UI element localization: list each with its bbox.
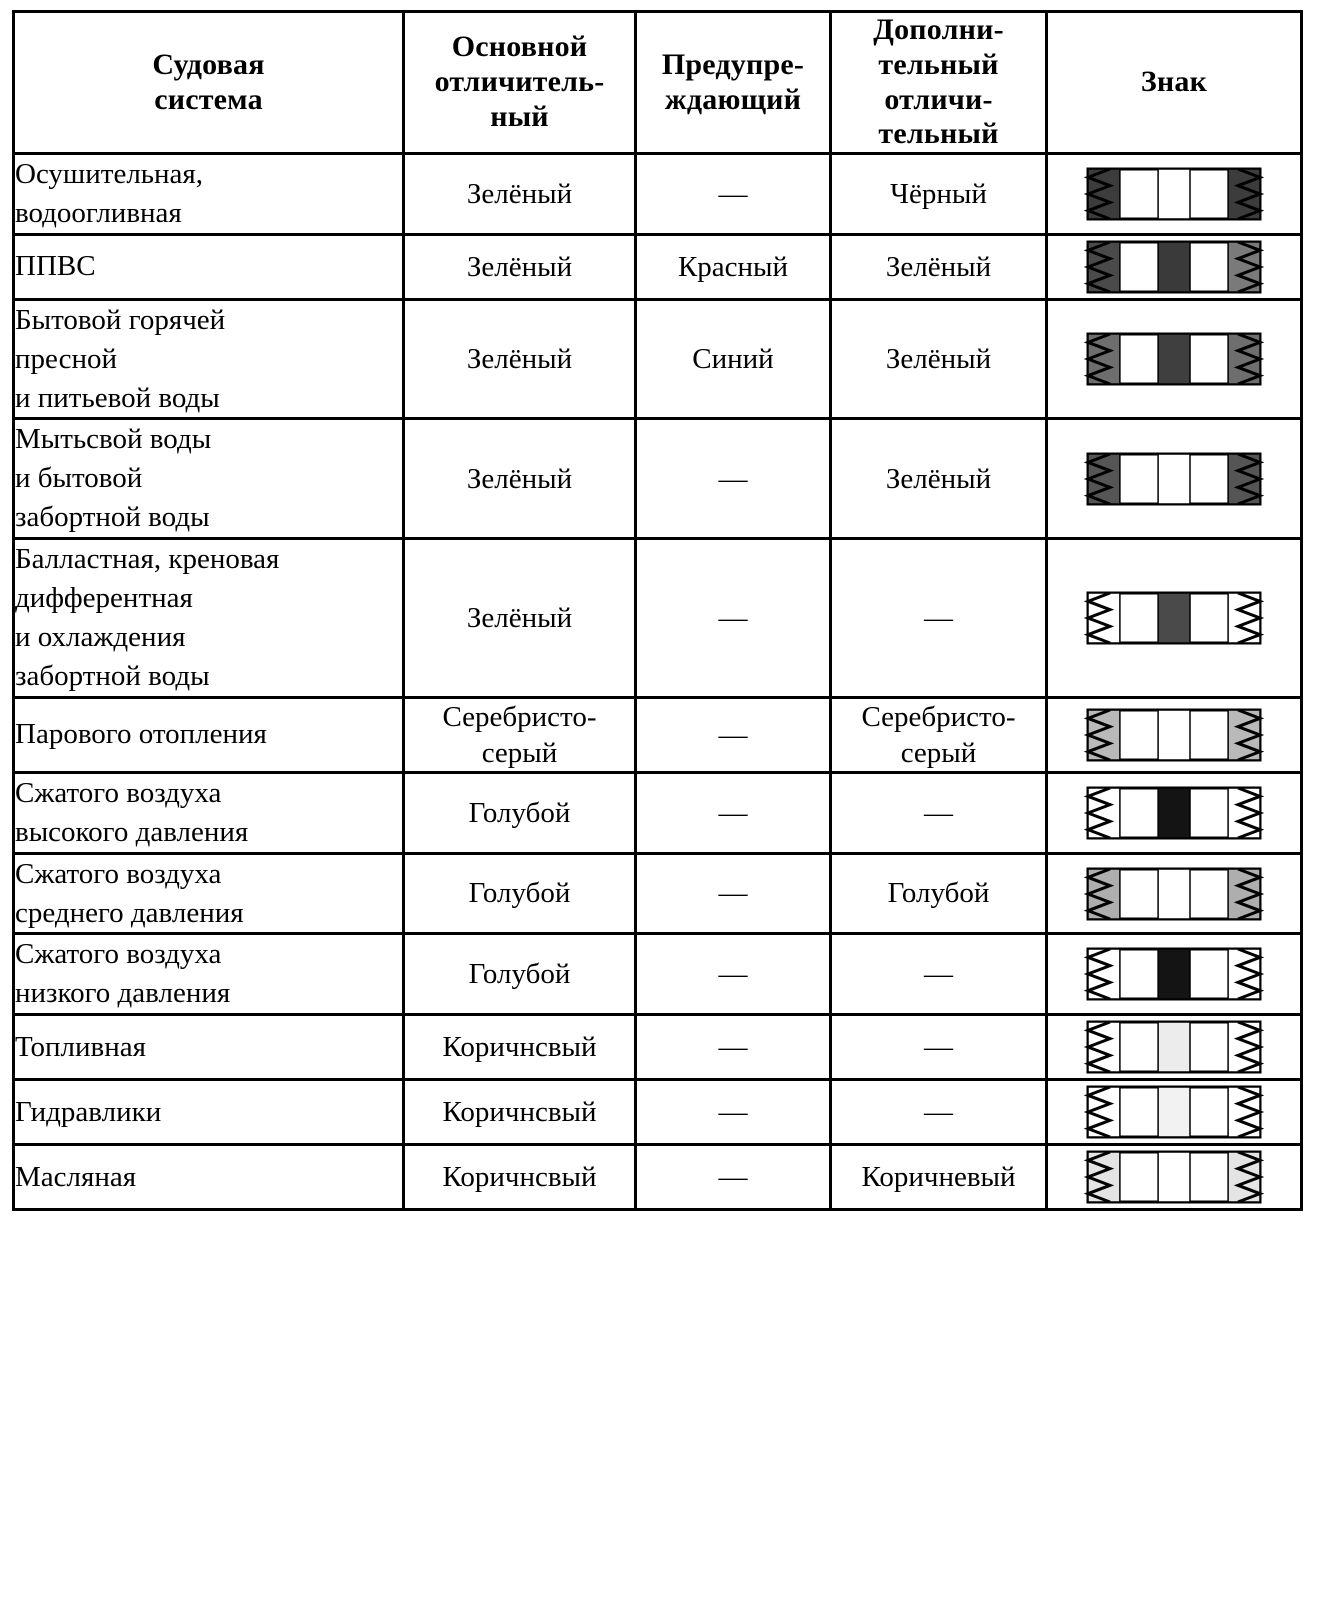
- column-header-sign: Знак: [1047, 12, 1302, 154]
- ship-systems-color-table: [12, 10, 1303, 1211]
- marking-band-icon: [1058, 448, 1290, 510]
- table-header: [14, 12, 1302, 154]
- system-name-line: Бытовой горячей: [15, 303, 226, 336]
- cell-sign: [1047, 1080, 1302, 1145]
- cell-sign: [1047, 1015, 1302, 1080]
- dash-mark: —: [924, 601, 953, 634]
- cell-extra-distinctive: [831, 1145, 1047, 1210]
- value-text: Красный: [677, 250, 789, 283]
- value-text: Зелёный: [466, 462, 573, 495]
- cell-main-distinctive: [404, 773, 636, 854]
- table-row: [14, 154, 1302, 235]
- cell-main-distinctive: [404, 419, 636, 539]
- cell-extra-distinctive: [831, 773, 1047, 854]
- value-text: Голубой: [468, 796, 571, 829]
- system-name-line: Парового отопления: [15, 718, 267, 751]
- cell-main-distinctive: [404, 1015, 636, 1080]
- cell-system-name: [14, 934, 404, 1015]
- system-name-line: пресной: [15, 342, 118, 375]
- system-name-line: водоогливная: [15, 197, 182, 230]
- marking-band-icon: [1058, 943, 1290, 1005]
- cell-sign: [1047, 419, 1302, 539]
- marking-band-icon: [1058, 328, 1290, 390]
- table-row: [14, 419, 1302, 539]
- system-name-line: Топливная: [15, 1030, 146, 1063]
- dash-mark: —: [718, 796, 748, 829]
- system-name-line: дифферентная: [15, 581, 193, 614]
- system-name-line: Осушительная,: [15, 158, 204, 191]
- value-text: Зелёный: [466, 177, 573, 210]
- cell-warning: [636, 234, 831, 299]
- cell-main-distinctive: [404, 853, 636, 934]
- value-text: Зелёный: [466, 343, 573, 376]
- cell-system-name: [14, 419, 404, 539]
- table-row: [14, 1145, 1302, 1210]
- cell-warning: [636, 154, 831, 235]
- cell-main-distinctive: [404, 234, 636, 299]
- cell-extra-distinctive: [831, 853, 1047, 934]
- cell-main-distinctive: [404, 299, 636, 419]
- cell-extra-distinctive: [831, 1080, 1047, 1145]
- column-header-extra-distinctive: Дополни- тельный отличи- тельный: [831, 12, 1047, 154]
- system-name-line: Сжатого воздуха: [15, 938, 222, 971]
- value-text: Коричнсвый: [442, 1031, 597, 1064]
- cell-system-name: [14, 1080, 404, 1145]
- system-name-line: и охлаждения: [15, 620, 186, 653]
- table-row: [14, 853, 1302, 934]
- cell-main-distinctive: [404, 154, 636, 235]
- cell-system-name: [14, 539, 404, 697]
- cell-warning: [636, 697, 831, 773]
- header-row: [14, 12, 1302, 154]
- cell-system-name: [14, 1145, 404, 1210]
- cell-sign: [1047, 697, 1302, 773]
- cell-sign: [1047, 934, 1302, 1015]
- cell-system-name: [14, 773, 404, 854]
- cell-warning: [636, 1080, 831, 1145]
- marking-band-icon: [1058, 863, 1290, 925]
- cell-system-name: [14, 853, 404, 934]
- cell-extra-distinctive: [831, 934, 1047, 1015]
- marking-band-icon: [1058, 782, 1290, 844]
- dash-mark: —: [718, 1161, 748, 1194]
- cell-sign: [1047, 234, 1302, 299]
- cell-extra-distinctive: [831, 697, 1047, 773]
- cell-main-distinctive: [404, 1080, 636, 1145]
- marking-band-icon: [1058, 236, 1290, 298]
- system-name-line: Гидравлики: [15, 1095, 162, 1128]
- cell-warning: [636, 539, 831, 697]
- table-row: [14, 773, 1302, 854]
- system-name-line: забортной воды: [15, 501, 210, 534]
- table-body: [14, 154, 1302, 1210]
- cell-warning: [636, 853, 831, 934]
- column-header-main-distinctive: Основной отличитель- ный: [404, 12, 636, 154]
- value-text: Коричневый: [861, 1161, 1016, 1194]
- table-row: [14, 299, 1302, 419]
- cell-warning: [636, 1015, 831, 1080]
- cell-system-name: [14, 697, 404, 773]
- cell-extra-distinctive: [831, 299, 1047, 419]
- cell-system-name: [14, 299, 404, 419]
- cell-system-name: [14, 1015, 404, 1080]
- dash-mark: —: [924, 796, 953, 829]
- system-name-line: Мытьсвой воды: [15, 423, 212, 456]
- marking-band-icon: [1058, 163, 1290, 225]
- table-row: [14, 697, 1302, 773]
- cell-sign: [1047, 299, 1302, 419]
- column-header-warning: Предупре- ждающий: [636, 12, 831, 154]
- system-name-line: ППВС: [15, 250, 96, 283]
- dash-mark: —: [718, 1096, 748, 1129]
- value-text: Чёрный: [890, 177, 987, 210]
- dash-mark: —: [718, 958, 748, 991]
- system-name-line: и питьевой воды: [15, 381, 220, 414]
- marking-band-icon: [1058, 1016, 1290, 1078]
- value-line: серый: [481, 736, 558, 769]
- system-name-line: Сжатого воздуха: [15, 777, 222, 809]
- system-name-line: высокого давления: [15, 815, 249, 848]
- cell-sign: [1047, 1145, 1302, 1210]
- cell-extra-distinctive: [831, 539, 1047, 697]
- cell-system-name: [14, 234, 404, 299]
- table-row: [14, 934, 1302, 1015]
- dash-mark: —: [718, 718, 748, 751]
- value-text: Зелёный: [885, 462, 992, 495]
- marking-band-icon: [1058, 1146, 1290, 1208]
- cell-warning: [636, 1145, 831, 1210]
- marking-band-icon: [1058, 587, 1290, 649]
- cell-warning: [636, 299, 831, 419]
- cell-warning: [636, 419, 831, 539]
- cell-extra-distinctive: [831, 419, 1047, 539]
- dash-mark: —: [924, 1096, 953, 1129]
- value-text: Голубой: [887, 877, 990, 910]
- dash-mark: —: [924, 1031, 953, 1064]
- cell-sign: [1047, 154, 1302, 235]
- cell-system-name: [14, 154, 404, 235]
- dash-mark: —: [718, 177, 748, 210]
- cell-sign: [1047, 773, 1302, 854]
- value-text: Зелёный: [466, 250, 573, 283]
- value-text: Зелёный: [885, 343, 992, 376]
- cell-extra-distinctive: [831, 1015, 1047, 1080]
- dash-mark: —: [718, 1031, 748, 1064]
- system-name-line: Масляная: [15, 1160, 137, 1193]
- table-row: [14, 234, 1302, 299]
- cell-warning: [636, 773, 831, 854]
- marking-band-icon: [1058, 1081, 1290, 1143]
- cell-extra-distinctive: [831, 234, 1047, 299]
- table-row: [14, 1015, 1302, 1080]
- cell-sign: [1047, 853, 1302, 934]
- value-text: Коричнсвый: [442, 1161, 597, 1194]
- cell-main-distinctive: [404, 539, 636, 697]
- cell-main-distinctive: [404, 934, 636, 1015]
- table-row: [14, 539, 1302, 697]
- value-text: Голубой: [468, 958, 571, 991]
- system-name-line: и бытовой: [15, 462, 143, 495]
- system-name-line: забортной воды: [15, 659, 210, 692]
- dash-mark: —: [924, 958, 953, 991]
- value-text: Голубой: [468, 877, 571, 910]
- table-row: [14, 1080, 1302, 1145]
- dash-mark: —: [718, 462, 748, 495]
- system-name-line: Сжатого воздуха: [15, 857, 222, 890]
- system-name-line: Балластная, креновая: [15, 543, 280, 576]
- dash-mark: —: [718, 601, 748, 634]
- value-line: Серебристо-: [861, 700, 1016, 733]
- value-text: Коричнсвый: [442, 1096, 597, 1129]
- value-line: серый: [900, 736, 977, 769]
- column-header-system: Судовая система: [14, 12, 404, 154]
- cell-main-distinctive: [404, 1145, 636, 1210]
- system-name-line: низкого давления: [15, 977, 231, 1010]
- dash-mark: —: [718, 877, 748, 910]
- cell-warning: [636, 934, 831, 1015]
- value-text: Зелёный: [466, 601, 573, 634]
- cell-sign: [1047, 539, 1302, 697]
- cell-main-distinctive: [404, 697, 636, 773]
- cell-extra-distinctive: [831, 154, 1047, 235]
- system-name-line: среднего давления: [15, 896, 244, 929]
- value-text: Синий: [692, 343, 774, 376]
- value-text: Зелёный: [885, 250, 992, 283]
- marking-band-icon: [1058, 704, 1290, 766]
- value-line: Серебристо-: [442, 700, 597, 733]
